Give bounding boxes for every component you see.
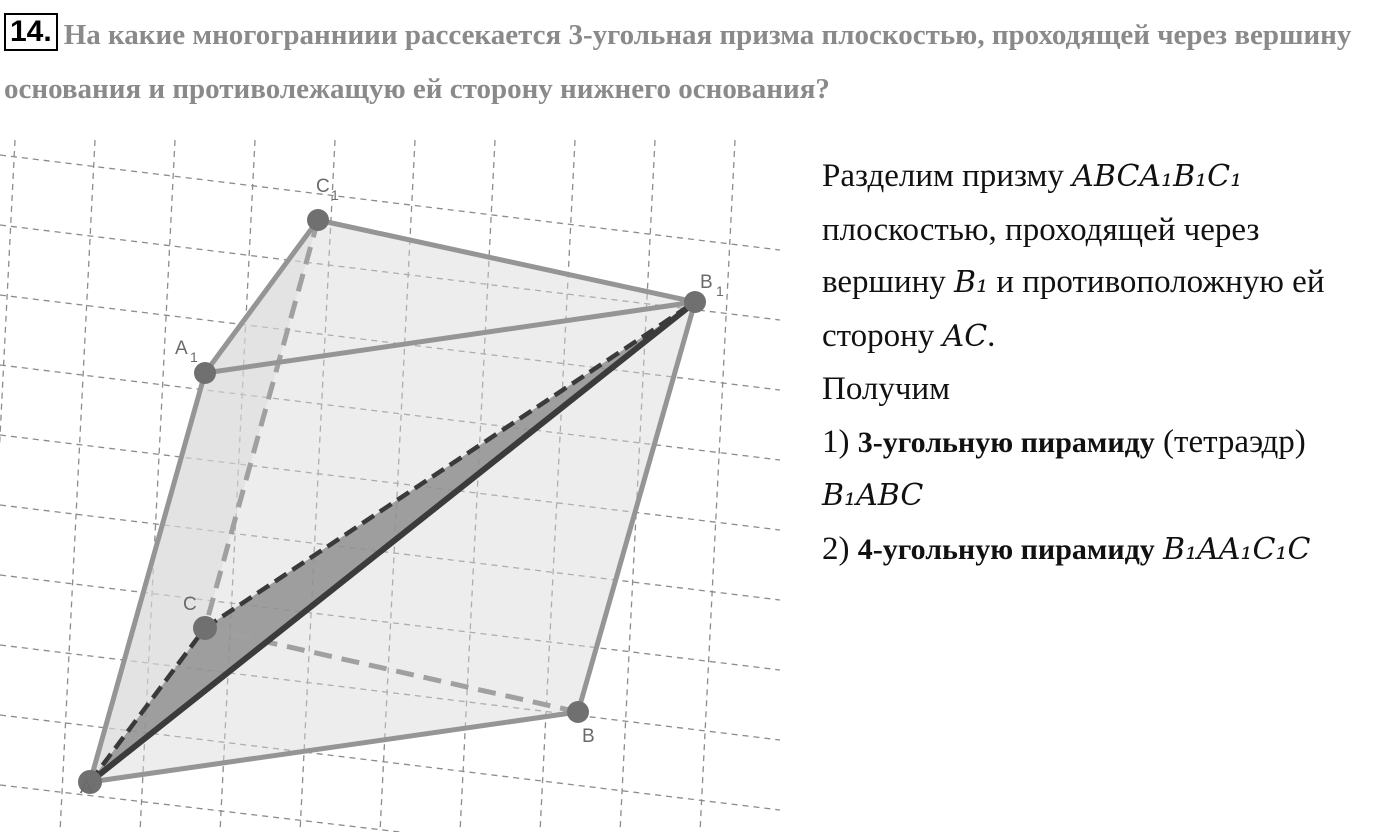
answer-line-2 — [822, 204, 1398, 257]
item1-bold: 3-угольную пирамиду — [857, 425, 1155, 459]
side-name-AC: AC — [942, 318, 988, 354]
answer-line2-text: плоскостью, проходящей через — [822, 211, 1260, 248]
vertex-C — [193, 616, 217, 640]
answer-text — [822, 150, 1398, 576]
vertex-C1 — [307, 209, 329, 231]
question-text — [4, 8, 1394, 116]
label-A1-sub: 1 — [190, 349, 198, 365]
answer-item-1-math — [822, 469, 1398, 523]
answer-line4-end: . — [987, 317, 996, 354]
label-C1-sub: 1 — [331, 187, 339, 203]
vertex-name-B1: B₁ — [954, 265, 989, 300]
question-body: На какие многогранниии рассекается 3-угольная призма плоскостью, проходящей через вершину основания и противолежащую ей сторону нижнего основания? — [4, 19, 1352, 105]
vertex-A1 — [194, 362, 216, 384]
prism-figure — [0, 140, 780, 832]
item2-bold: 4-угольную пирамиду — [857, 532, 1155, 566]
answer-line1-text: Разделим призму — [822, 158, 1073, 194]
item1-number: 1) — [822, 423, 858, 460]
answer-line-4 — [822, 310, 1398, 364]
item2-number: 2) — [822, 530, 858, 567]
prism-name: ABCA₁B₁C₁ — [1072, 159, 1243, 194]
label-B1: B — [700, 272, 713, 293]
answer-line4-text: сторону — [822, 317, 943, 354]
label-A1: A — [175, 338, 188, 359]
answer-item-1 — [822, 416, 1398, 470]
label-A: A — [80, 777, 93, 798]
answer-line3-text-a: вершину — [822, 264, 955, 300]
label-C: C — [183, 594, 197, 615]
label-B1-sub: 1 — [716, 283, 724, 299]
tetrahedron-name: B₁ABC — [822, 478, 924, 513]
label-B: B — [582, 726, 595, 747]
item1-rest: (тетраэдр) — [1154, 423, 1306, 460]
answer-line-5 — [822, 363, 1398, 416]
answer-line-1 — [822, 150, 1398, 204]
quad-pyramid-name: B₁AA₁C₁C — [1163, 531, 1311, 567]
answer-line5-text: Получим — [822, 371, 951, 407]
answer-item-2 — [822, 523, 1398, 577]
answer-line3-text-b: и противоположную ей — [988, 264, 1325, 300]
question-number: 14. — [4, 13, 58, 51]
vertex-B1 — [684, 291, 706, 313]
label-C1: C — [316, 176, 330, 197]
answer-line-3 — [822, 256, 1398, 310]
vertex-B — [567, 701, 589, 723]
